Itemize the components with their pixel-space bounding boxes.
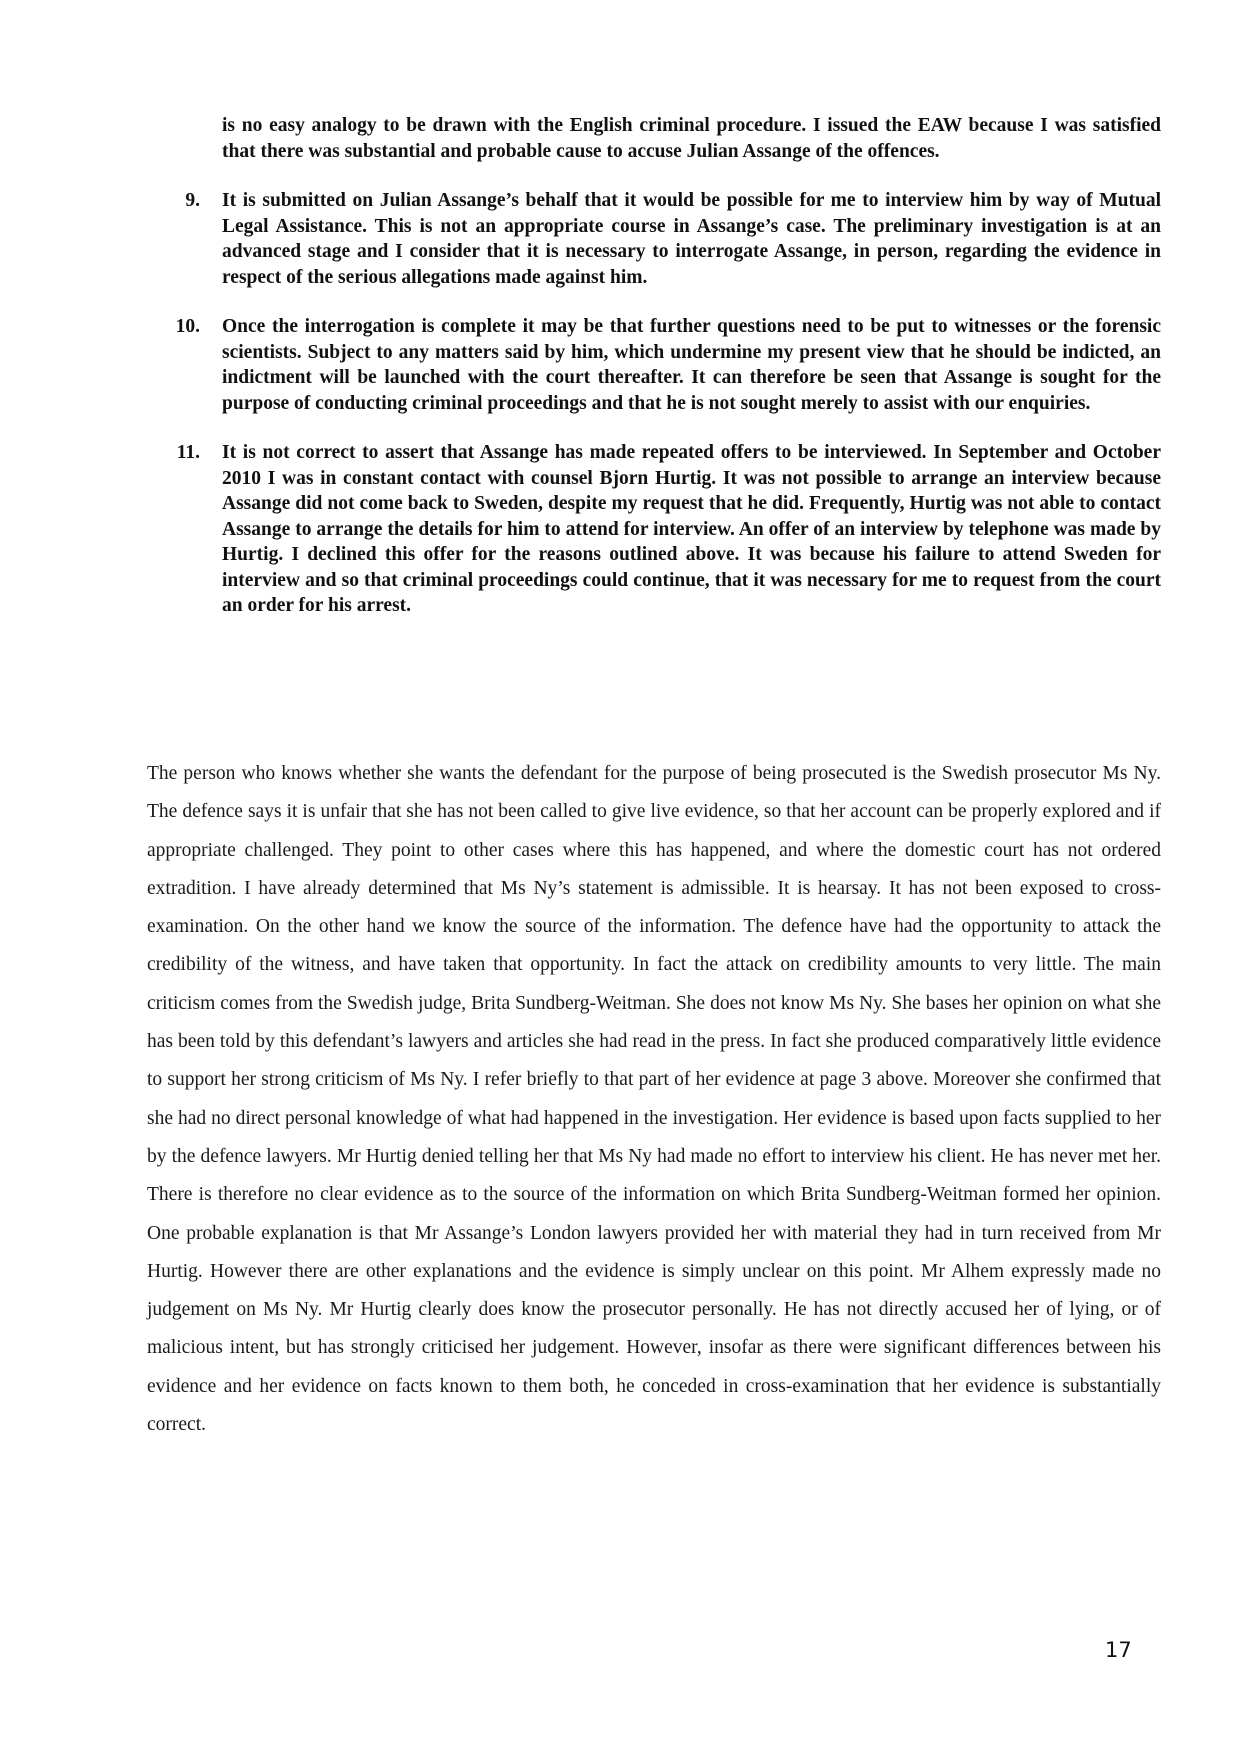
numbered-paragraph	[147, 314, 1161, 416]
paragraph-number: 11.	[176, 442, 200, 463]
paragraph-number: 10.	[175, 316, 200, 337]
page-number: 17	[1105, 1638, 1132, 1662]
paragraph-text: It is submitted on Julian Assange’s behalf that it would be possible for me to interview him by way of Mutual Legal Assistance. This is not an appropriate course in Assange’s case. The preliminary investigation is at an advanced stage and I consider that it is necessary to interrogate Assange, in person, regarding the evidence in respect of the serious allegations made against him.	[222, 190, 1161, 288]
numbered-paragraph	[147, 440, 1161, 619]
paragraph-number: 9.	[185, 190, 200, 211]
quoted-statement	[147, 113, 1161, 619]
quote-continuation: is no easy analogy to be drawn with the English criminal procedure. I issued the EAW because I was satisfied that there was substantial and probable cause to accuse Julian Assange of the offences.	[222, 115, 1161, 162]
body-paragraph: The person who knows whether she wants the defendant for the purpose of being prosecuted is the Swedish prosecutor Ms Ny. The defence says it is unfair that she has not been called to give live evidence, so that her account can be properly explored and if appropriate challenged. They point to other cases where this has happened, and where the domestic court has not ordered extradition. I have already determined that Ms Ny’s statement is admissible. It is hearsay. It has not been exposed to cross-examination. On the other hand we know the source of the information. The defence have had the opportunity to attack the credibility of the witness, and have taken that opportunity. In fact the attack on credibility amounts to very little. The main criticism comes from the Swedish judge, Brita Sundberg-Weitman. She does not know Ms Ny. She bases her opinion on what she has been told by this defendant’s lawyers and articles she had read in the press. In fact she produced comparatively little evidence to support her strong criticism of Ms Ny. I refer briefly to that part of her evidence at page 3 above. Moreover she confirmed that she had no direct personal knowledge of what had happened in the investigation. Her evidence is based upon facts supplied to her by the defence lawyers. Mr Hurtig denied telling her that Ms Ny had made no effort to interview his client. He has never met her. There is therefore no clear evidence as to the source of the information on which Brita Sundberg-Weitman formed her opinion. One probable explanation is that Mr Assange’s London lawyers provided her with material they had in turn received from Mr Hurtig. However there are other explanations and the evidence is simply unclear on this point. Mr Alhem expressly made no judgement on Ms Ny. Mr Hurtig clearly does know the prosecutor personally. He has not directly accused her of lying, or of malicious intent, but has strongly criticised her judgement. However, insofar as there were significant differences between his evidence and her evidence on facts known to them both, he conceded in cross-examination that her evidence is substantially correct.	[147, 763, 1161, 1436]
numbered-paragraph	[147, 188, 1161, 290]
paragraph-text: It is not correct to assert that Assange has made repeated offers to be interviewed. In September and October 2010 I was in constant contact with counsel Bjorn Hurtig. It was not possible to arrange an interview because Assange did not come back to Sweden, despite my request that he did. Frequently, Hurtig was not able to contact Assange to arrange the details for him to attend for interview. An offer of an interview by telephone was made by Hurtig. I declined this offer for the reasons outlined above. It was because his failure to attend Sweden for interview and so that criminal proceedings could continue, that it was necessary for me to request from the court an order for his arrest.	[222, 442, 1161, 616]
paragraph-text: Once the interrogation is complete it may be that further questions need to be put to witnesses or the forensic scientists. Subject to any matters said by him, which undermine my present view that he should be indicted, an indictment will be launched with the court thereafter. It can therefore be seen that Assange is sought for the purpose of conducting criminal proceedings and that he is not sought merely to assist with our enquiries.	[222, 316, 1161, 414]
